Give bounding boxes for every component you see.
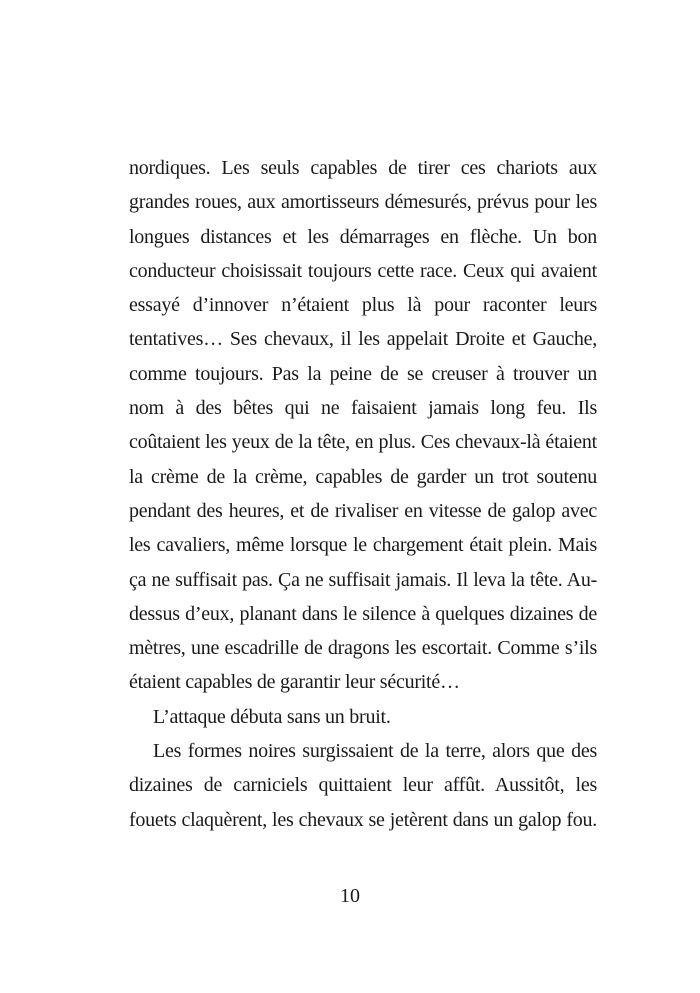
- text-line: conducteur choisissait toujours cette race. Ceux qui avaient: [129, 259, 597, 282]
- text-line: la crème de la crème, capables de garder un trot soutenu: [129, 465, 597, 488]
- text-line: dessus d’eux, planant dans le silence à quelques dizaines de: [129, 602, 597, 625]
- text-line: dizaines de carniciels quittaient leur affût. Aussitôt, les: [129, 774, 597, 797]
- text-line: tentatives… Ses chevaux, il les appelait Droite et Gauche,: [129, 328, 597, 351]
- text-line: fouets claquèrent, les chevaux se jetèrent dans un galop fou.: [129, 808, 597, 831]
- text-line: comme toujours. Pas la peine de se creuser à trouver un: [129, 362, 597, 385]
- text-line: mètres, une escadrille de dragons les escortait. Comme s’ils: [129, 637, 597, 660]
- text-line: pendant des heures, et de rivaliser en vitesse de galop avec: [129, 499, 597, 522]
- text-line: étaient capables de garantir leur sécurité…: [129, 671, 460, 694]
- text-line: longues distances et les démarrages en flèche. Un bon: [129, 225, 597, 248]
- text-line: grandes roues, aux amortisseurs démesurés, prévus pour les: [129, 191, 597, 214]
- text-line: ça ne suffisait pas. Ça ne suffisait jamais. Il leva la tête. Au-: [129, 568, 597, 591]
- text-line: nom à des bêtes qui ne faisaient jamais long feu. Ils: [129, 397, 597, 420]
- text-line: les cavaliers, même lorsque le chargement était plein. Mais: [129, 534, 597, 557]
- text-line: Les formes noires surgissaient de la terre, alors que des: [153, 740, 597, 763]
- text-line: L’attaque débuta sans un bruit.: [153, 705, 391, 728]
- text-line: nordiques. Les seuls capables de tirer ces chariots aux: [129, 157, 597, 179]
- body-text: [129, 151, 597, 837]
- page-number: 10: [340, 885, 360, 907]
- text-line: essayé d’innover n’étaient plus là pour raconter leurs: [129, 294, 597, 317]
- text-line: coûtaient les yeux de la tête, en plus. Ces chevaux-là étaient: [129, 431, 597, 454]
